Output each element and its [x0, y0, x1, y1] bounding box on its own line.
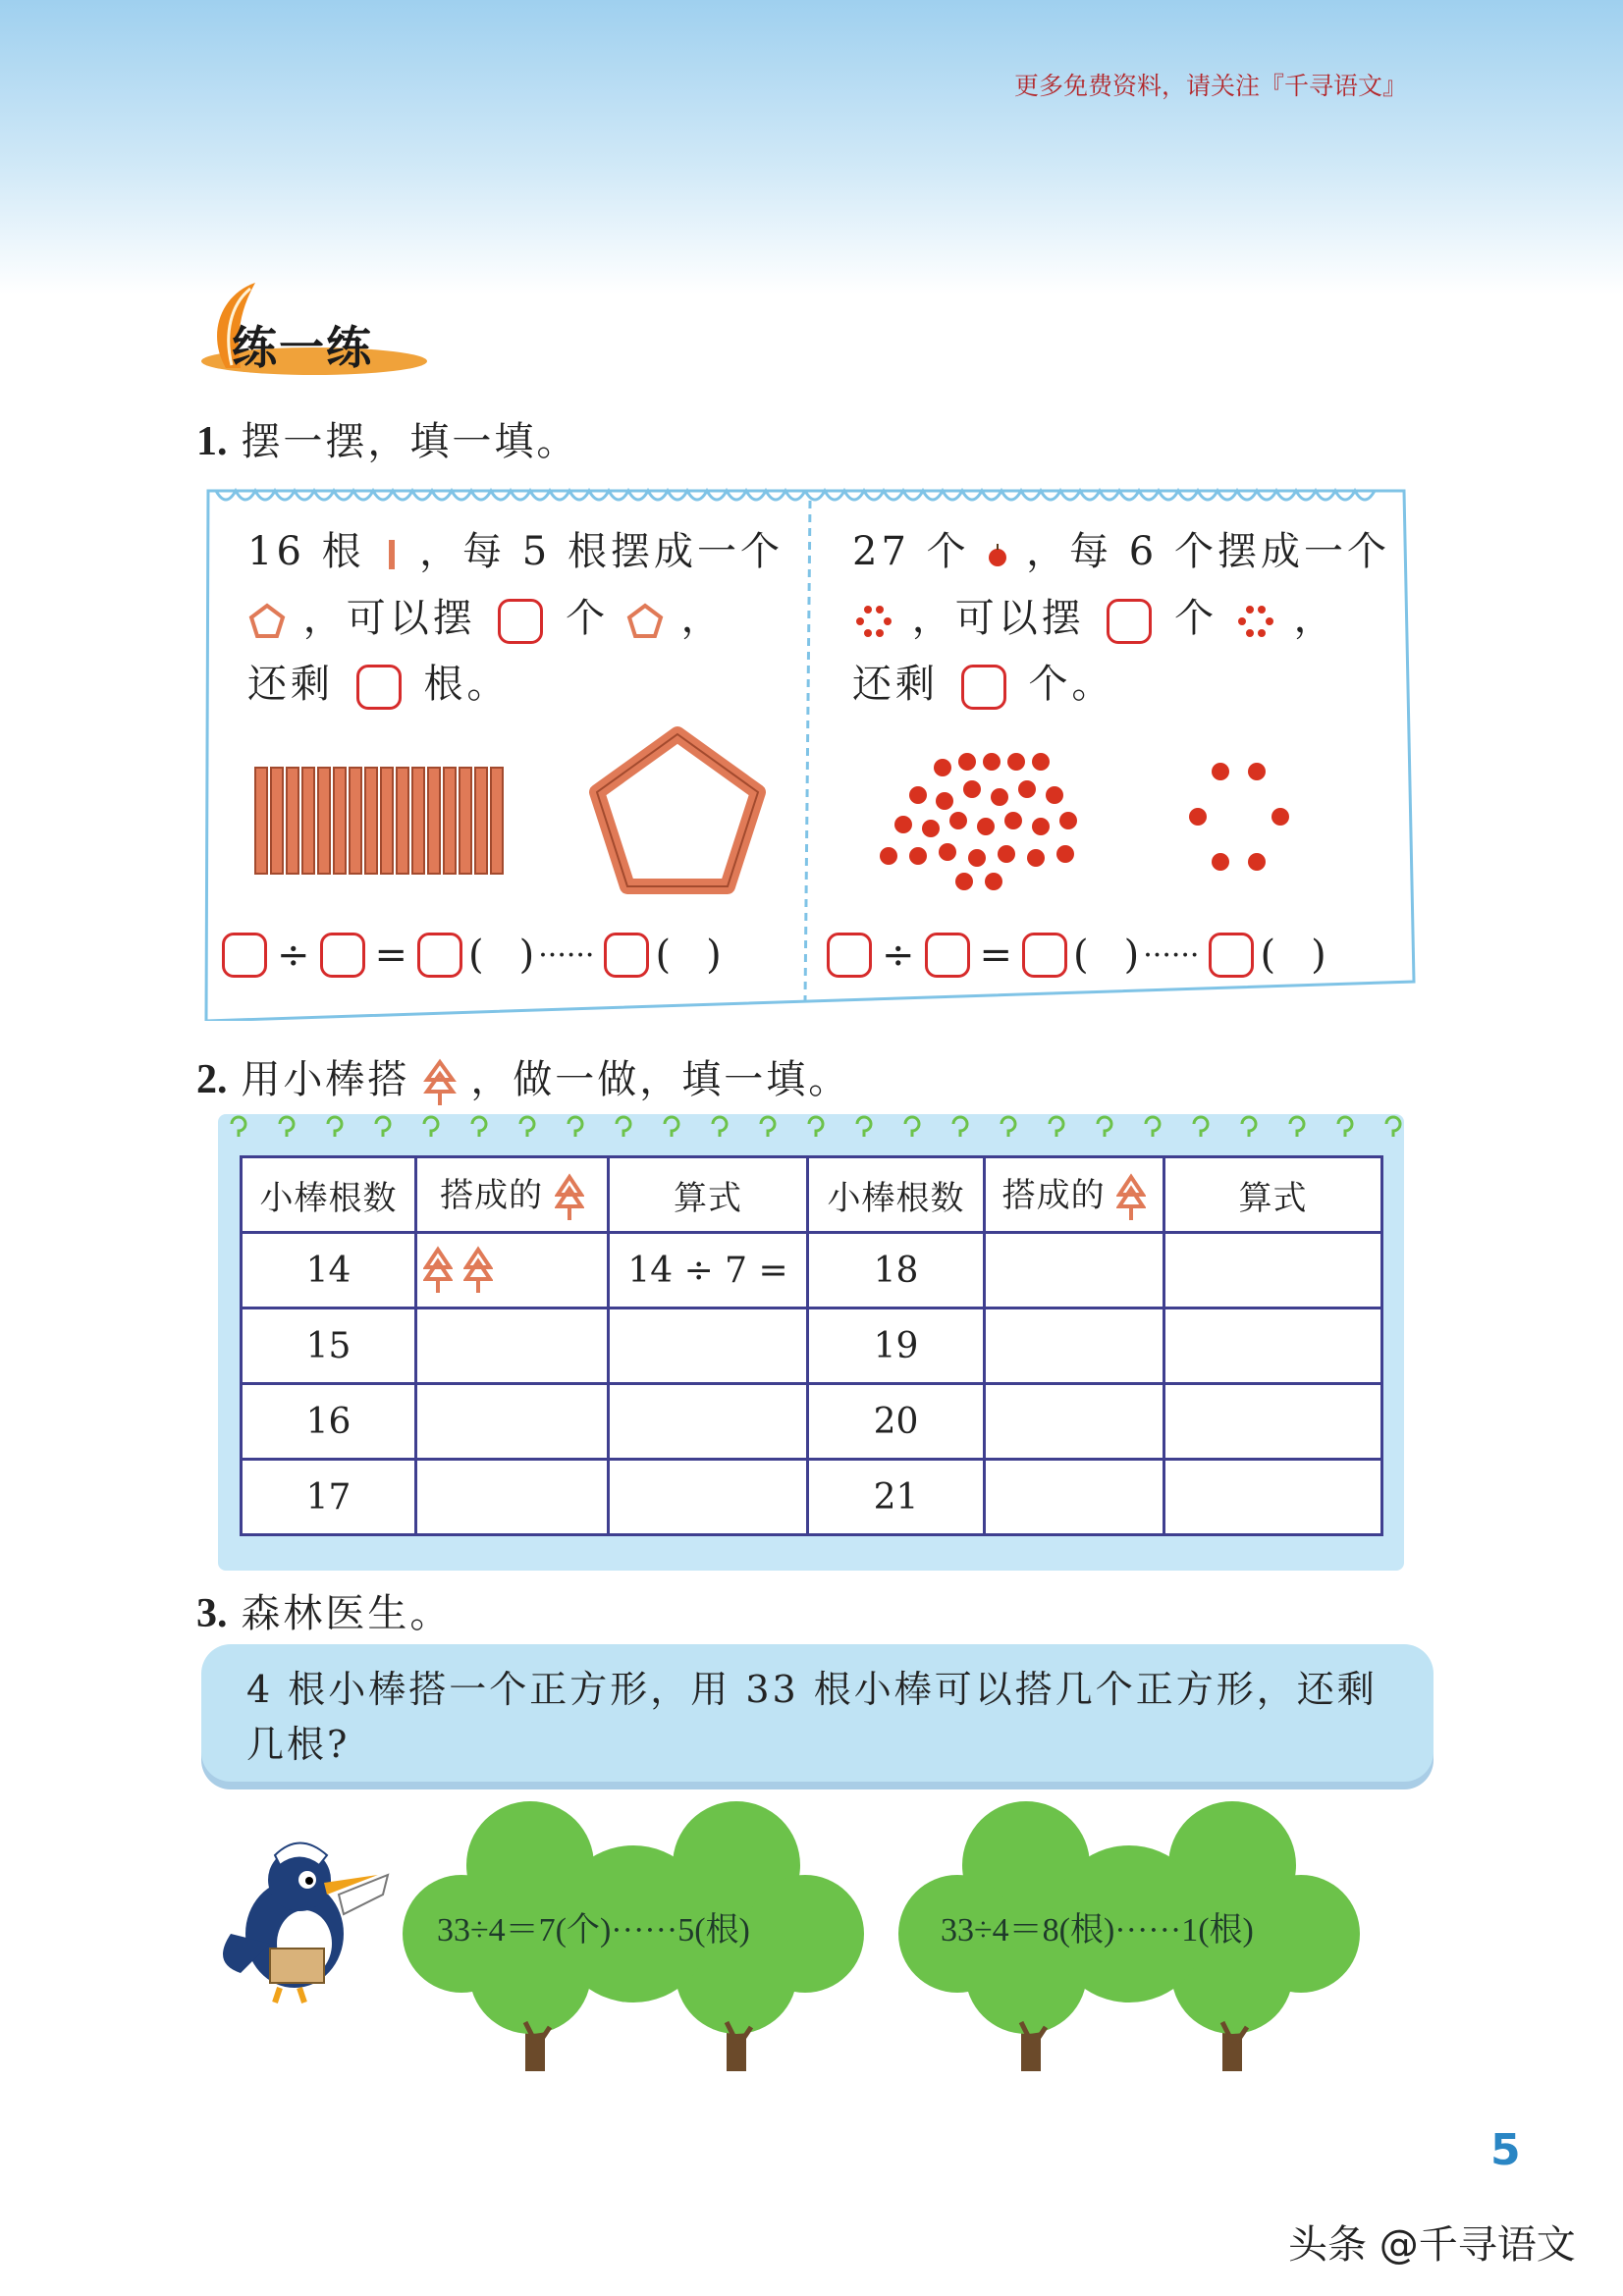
cell-count: 20 [808, 1384, 985, 1460]
col-header-formula: 算式 [1164, 1157, 1382, 1233]
q1-left-l2b: 个 [566, 596, 610, 641]
cell-built[interactable] [416, 1308, 609, 1384]
q1-right-l1b: ，每 6 个摆成一个 [1026, 529, 1390, 574]
stick-tree-icon [423, 1246, 453, 1295]
col-header-count: 小棒根数 [808, 1157, 985, 1233]
stick-tree-icon [1116, 1173, 1146, 1222]
q1-left-l3b: 根。 [423, 662, 511, 707]
q2-panel [218, 1114, 1404, 1571]
q1-panel [196, 471, 1419, 1021]
page-number: 5 [1490, 2125, 1521, 2175]
stick-icon [389, 540, 395, 569]
spiral-binding-icon [218, 1108, 1404, 1142]
cell-formula[interactable] [1164, 1460, 1382, 1535]
eq-box[interactable] [604, 933, 649, 978]
left-paren: ( [1260, 933, 1276, 978]
sticks-table [240, 1155, 1383, 1536]
cell-built[interactable] [416, 1233, 609, 1308]
left-paren: ( [1073, 933, 1089, 978]
cell-built[interactable] [985, 1384, 1164, 1460]
q3-number: 3. [196, 1591, 228, 1636]
q2-title-a: 用小棒搭 [241, 1057, 410, 1102]
q3-question: 4 根小棒搭一个正方形，用 33 根小棒可以搭几个正方形，还剩几根? [246, 1668, 1378, 1766]
apple-ring-icon [852, 602, 895, 641]
eq-box[interactable] [1022, 933, 1067, 978]
left-paren: ( [655, 933, 672, 978]
q1-number: 1. [196, 419, 228, 464]
q1-left-l1a: 16 根 [247, 529, 365, 574]
q1-right-line2 [852, 587, 1337, 644]
eq-box[interactable] [417, 933, 462, 978]
q1-right-l1a: 27 个 [852, 529, 970, 574]
q1-right-remain-box[interactable] [961, 665, 1006, 710]
q1-left-line2 [247, 587, 725, 644]
q1-left-l1b: ，每 5 根摆成一个 [419, 529, 784, 574]
cell-formula[interactable] [609, 1384, 808, 1460]
cell-formula[interactable]: 14 ÷ 7 = [609, 1233, 808, 1308]
q1-right-l3b: 个。 [1028, 662, 1115, 707]
equals-sign: = [374, 933, 408, 978]
q1-left-l3a: 还剩 [247, 662, 334, 707]
q1-right-line3 [852, 653, 1114, 710]
cell-count: 19 [808, 1308, 985, 1384]
eq-box[interactable] [222, 933, 267, 978]
equals-sign: = [979, 933, 1013, 978]
tree-answer-1-text: 33÷4＝7(个)······5(根) [437, 1912, 750, 1949]
q1-title: 摆一摆，填一填。 [241, 419, 579, 464]
cell-built[interactable] [985, 1308, 1164, 1384]
cell-built[interactable] [985, 1233, 1164, 1308]
cell-formula[interactable] [1164, 1384, 1382, 1460]
col-header-built [985, 1157, 1164, 1233]
col-header-count: 小棒根数 [242, 1157, 416, 1233]
cell-count: 17 [242, 1460, 416, 1535]
q2-title-b: ，做一做，填一填。 [470, 1057, 851, 1102]
q3-heading [196, 1582, 452, 1638]
pentagon-icon [625, 602, 665, 641]
stick-tree-icon [423, 1058, 457, 1107]
cell-count: 21 [808, 1460, 985, 1535]
q1-left-line3 [247, 653, 510, 710]
col-header-built [416, 1157, 609, 1233]
col-header-built-label: 搭成的 [440, 1175, 544, 1215]
section-title: 练一练 [232, 321, 373, 374]
remainder-dots: ······ [538, 937, 595, 973]
right-paren: ) [1311, 933, 1326, 978]
cell-count: 15 [242, 1308, 416, 1384]
q3-title: 森林医生。 [241, 1591, 453, 1636]
q1-left-remain-box[interactable] [356, 665, 402, 710]
cell-formula[interactable] [1164, 1308, 1382, 1384]
cell-built[interactable] [416, 1460, 609, 1535]
q1-left-count-box[interactable] [498, 599, 543, 644]
cell-built[interactable] [985, 1460, 1164, 1535]
q1-right-equation [821, 933, 1326, 978]
q1-left-l2a: ，可以摆 [302, 596, 476, 641]
eq-box[interactable] [827, 933, 872, 978]
table-row [242, 1384, 1382, 1460]
q1-right-count-box[interactable] [1107, 599, 1152, 644]
eq-box[interactable] [320, 933, 365, 978]
cell-formula[interactable] [609, 1308, 808, 1384]
eq-box[interactable] [925, 933, 970, 978]
q1-left-equation [216, 933, 722, 978]
stick-tree-icon [555, 1173, 584, 1222]
apple-icon [986, 540, 1009, 569]
table-header-row [242, 1157, 1382, 1233]
cell-count: 16 [242, 1384, 416, 1460]
tree-answer-2-text: 33÷4＝8(根)······1(根) [941, 1912, 1254, 1949]
q1-left-line1 [247, 520, 784, 576]
left-paren: ( [468, 933, 484, 978]
apple-ring-icon [1234, 602, 1277, 641]
header-band [0, 0, 1623, 294]
cell-count: 14 [242, 1233, 416, 1308]
stick-tree-icon [463, 1246, 493, 1295]
woodpecker-doctor-icon [201, 1826, 398, 2007]
table-row [242, 1308, 1382, 1384]
col-header-formula: 算式 [609, 1157, 808, 1233]
table-row [242, 1460, 1382, 1535]
col-header-built-label: 搭成的 [1001, 1175, 1106, 1215]
pentagon-icon [247, 602, 287, 641]
cell-count: 18 [808, 1233, 985, 1308]
q1-right-l2a: ，可以摆 [911, 596, 1085, 641]
q2-heading [196, 1048, 850, 1107]
footer-watermark: 头条 @千寻语文 [1288, 2222, 1576, 2268]
q2-number: 2. [196, 1057, 228, 1102]
q1-left-l2c: ， [680, 596, 725, 641]
right-paren: ) [1123, 933, 1140, 978]
cell-built[interactable] [416, 1384, 609, 1460]
q1-right-l2b: 个 [1174, 596, 1218, 641]
q1-right-l2c: ， [1293, 596, 1337, 641]
div-sign: ÷ [277, 933, 310, 978]
q1-heading [196, 410, 578, 466]
eq-box[interactable] [1209, 933, 1254, 978]
cell-formula[interactable] [1164, 1233, 1382, 1308]
right-paren: ) [518, 933, 535, 978]
right-paren: ) [706, 933, 722, 978]
table-row [242, 1233, 1382, 1308]
remainder-dots: ······ [1143, 937, 1200, 973]
section-title-badge [196, 275, 437, 383]
q1-right-l3a: 还剩 [852, 662, 939, 707]
q3-question-box [201, 1644, 1434, 1782]
q1-right-line1 [852, 520, 1390, 576]
cell-formula[interactable] [609, 1460, 808, 1535]
div-sign: ÷ [882, 933, 915, 978]
header-note: 更多免费资料，请关注『千寻语文』 [1013, 72, 1407, 100]
